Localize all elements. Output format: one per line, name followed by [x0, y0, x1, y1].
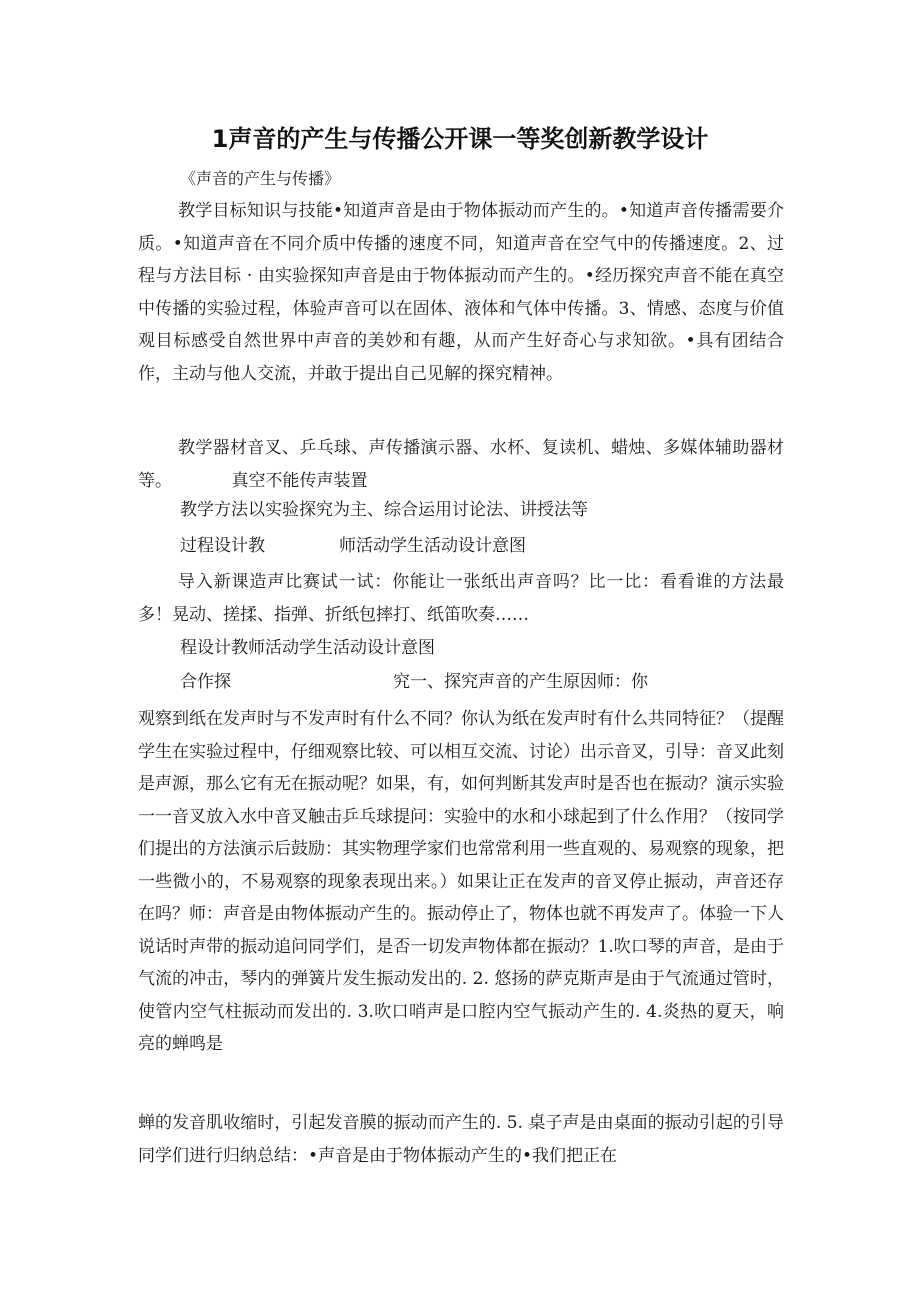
paragraph-method: 教学方法以实验探究为主、综合运用讨论法、讲授法等: [180, 500, 588, 520]
cooperative-inquiry-part-b: 究一、探究声音的产生原因师：你: [393, 672, 648, 692]
process-header-part-a: 过程设计教: [180, 536, 265, 556]
cooperative-inquiry-part-a: 合作探: [180, 672, 231, 692]
paragraph-summary: 蝉的发音肌收缩时，引起发音膜的振动而产生的. 5. 桌子声是由桌面的振动引起的引导同学们进行归纳总结：•声音是由于物体振动产生的•我们把正在: [138, 1113, 784, 1166]
paragraph-equipment: 教学器材音叉、乒乓球、声传播演示器、水杯、复读机、蜡烛、多媒体辅助器材等。 真空不能传声装置: [138, 438, 784, 491]
paragraph-objectives: 教学目标知识与技能•知道声音是由于物体振动而产生的。•知道声音传播需要介质。•知道声音在不同介质中传播的速度不同，知道声音在空气中的传播速度。2、过程与方法目标 · 由实验探知声音是由于物体振动而产生的。•经历探究声音不能在真空中传播的实验过程，体验声音可以在固体、液体和气体中传播。3、情感、态度与价值观目标感受自然世界中声音的美妙和有趣，从而产生好奇心与求知欲。•具有团结合作，主动与他人交流，并敢于提出自己见解的探究精神。: [138, 201, 784, 384]
process-header-2: 程设计教师活动学生活动设计意图: [180, 638, 435, 658]
paragraph-inquiry: 观察到纸在发声时与不发声时有什么不同？你认为纸在发声时有什么共同特征？（提醒学生在实验过程中，仔细观察比较、可以相互交流、讨论）出示音叉，引导：音叉此刻是声源，那么它有无在振动呢？如果，有，如何判断其发声时是否也在振动？演示实验一一音叉放入水中音叉触击乒乓球提问：实验中的水和小球起到了什么作用？（按同学们提出的方法演示后鼓励：其实物理学家们也常常利用一些直观的、易观察的现象，把一些微小的，不易观察的现象表现出来。）如果让正在发声的音叉停止振动，声音还存在吗？师：声音是由物体振动产生的。振动停止了，物体也就不再发声了。体验一下人说话时声带的振动追问同学们，是否一切发声物体都在振动？1.吹口琴的声音，是由于气流的冲击，琴内的弹簧片发生振动发出的. 2. 悠扬的萨克斯声是由于气流通过管时，使管内空气柱振动而发出的. 3.吹口哨声是口腔内空气振动产生的. 4.炎热的夏天，响亮的蝉鸣是: [138, 709, 784, 1054]
process-header-part-b: 师活动学生活动设计意图: [339, 536, 526, 556]
document-title: 1声音的产生与传播公开课一等奖创新教学设计: [211, 125, 709, 153]
paragraph-intro: 导入新课造声比赛试一试：你能让一张纸出声音吗？比一比：看看谁的方法最多！晃动、搓揉、指弹、折纸包摔打、纸笛吹奏……: [138, 572, 784, 625]
lesson-subtitle: 《声音的产生与传播》: [180, 169, 341, 188]
